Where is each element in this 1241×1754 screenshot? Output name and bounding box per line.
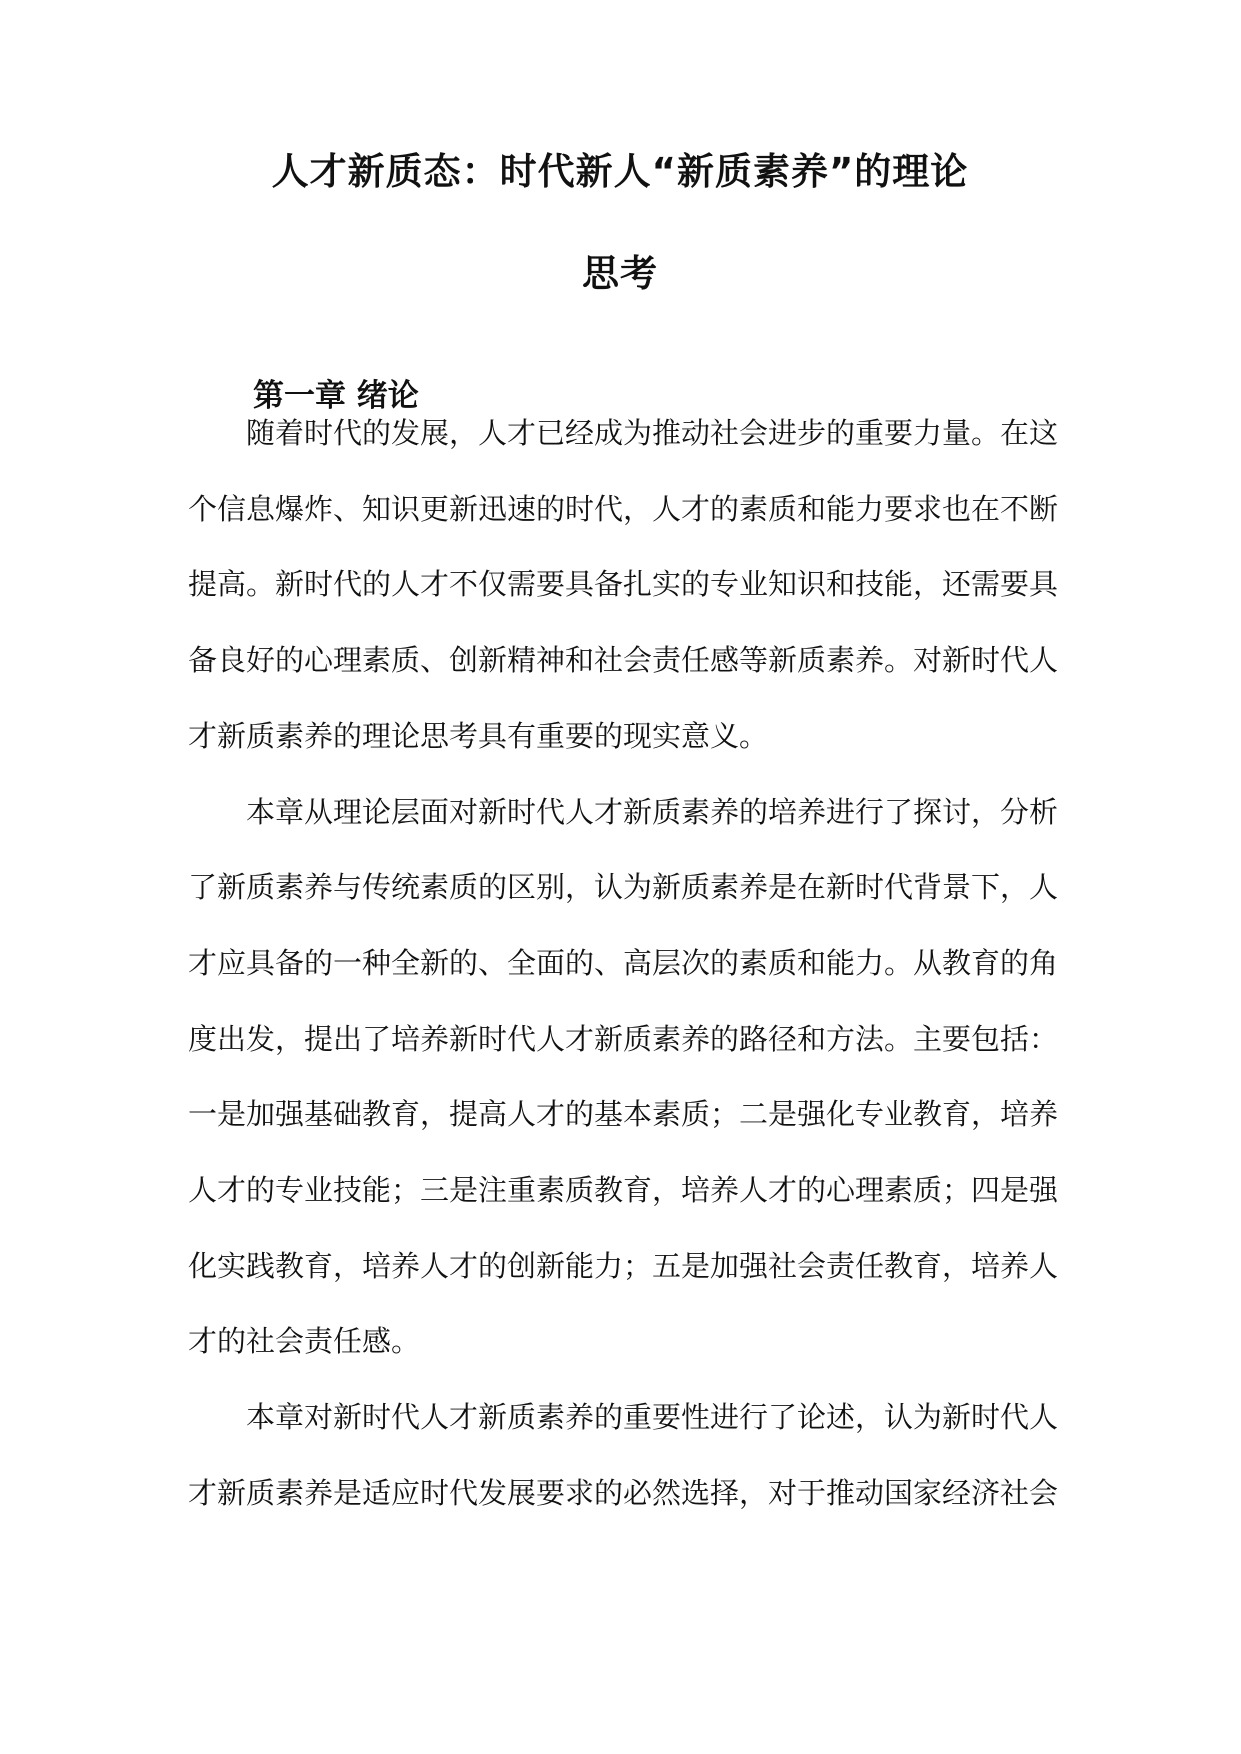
paragraph-line: 度出发，提出了培养新时代人才新质素养的路径和方法。主要包括： — [188, 1022, 1059, 1056]
paragraph-line: 一是加强基础教育，提高人才的基本素质；二是强化专业教育，培养 — [188, 1097, 1059, 1131]
paragraph-line: 本章从理论层面对新时代人才新质素养的培养进行了探讨，分析 — [246, 795, 1059, 829]
paragraph-line: 人才的专业技能；三是注重素质教育，培养人才的心理素质；四是强 — [188, 1173, 1059, 1207]
paragraph-line: 化实践教育，培养人才的创新能力；五是加强社会责任教育，培养人 — [188, 1249, 1059, 1283]
paragraph-line: 了新质素养与传统素质的区别，认为新质素养是在新时代背景下，人 — [188, 870, 1059, 904]
paragraph-line: 才的社会责任感。 — [188, 1324, 421, 1358]
paragraph-line: 本章对新时代人才新质素养的重要性进行了论述，认为新时代人 — [246, 1400, 1059, 1434]
paragraph-line: 提高。新时代的人才不仅需要具备扎实的专业知识和技能，还需要具 — [188, 567, 1059, 601]
document-title-line-1: 人才新质态：时代新人“新质素养”的理论 — [271, 150, 969, 193]
paragraph-line: 才新质素养的理论思考具有重要的现实意义。 — [188, 719, 769, 753]
paragraph-line: 随着时代的发展，人才已经成为推动社会进步的重要力量。在这 — [246, 416, 1059, 450]
paragraph-line: 备良好的心理素质、创新精神和社会责任感等新质素养。对新时代人 — [188, 643, 1059, 677]
chapter-heading: 第一章 绪论 — [253, 378, 419, 414]
document-title-line-2: 思考 — [582, 252, 658, 295]
paragraph-line: 个信息爆炸、知识更新迅速的时代，人才的素质和能力要求也在不断 — [188, 492, 1059, 526]
paragraph-line: 才应具备的一种全新的、全面的、高层次的素质和能力。从教育的角 — [188, 946, 1059, 980]
paragraph-line: 才新质素养是适应时代发展要求的必然选择，对于推动国家经济社会 — [188, 1476, 1059, 1510]
